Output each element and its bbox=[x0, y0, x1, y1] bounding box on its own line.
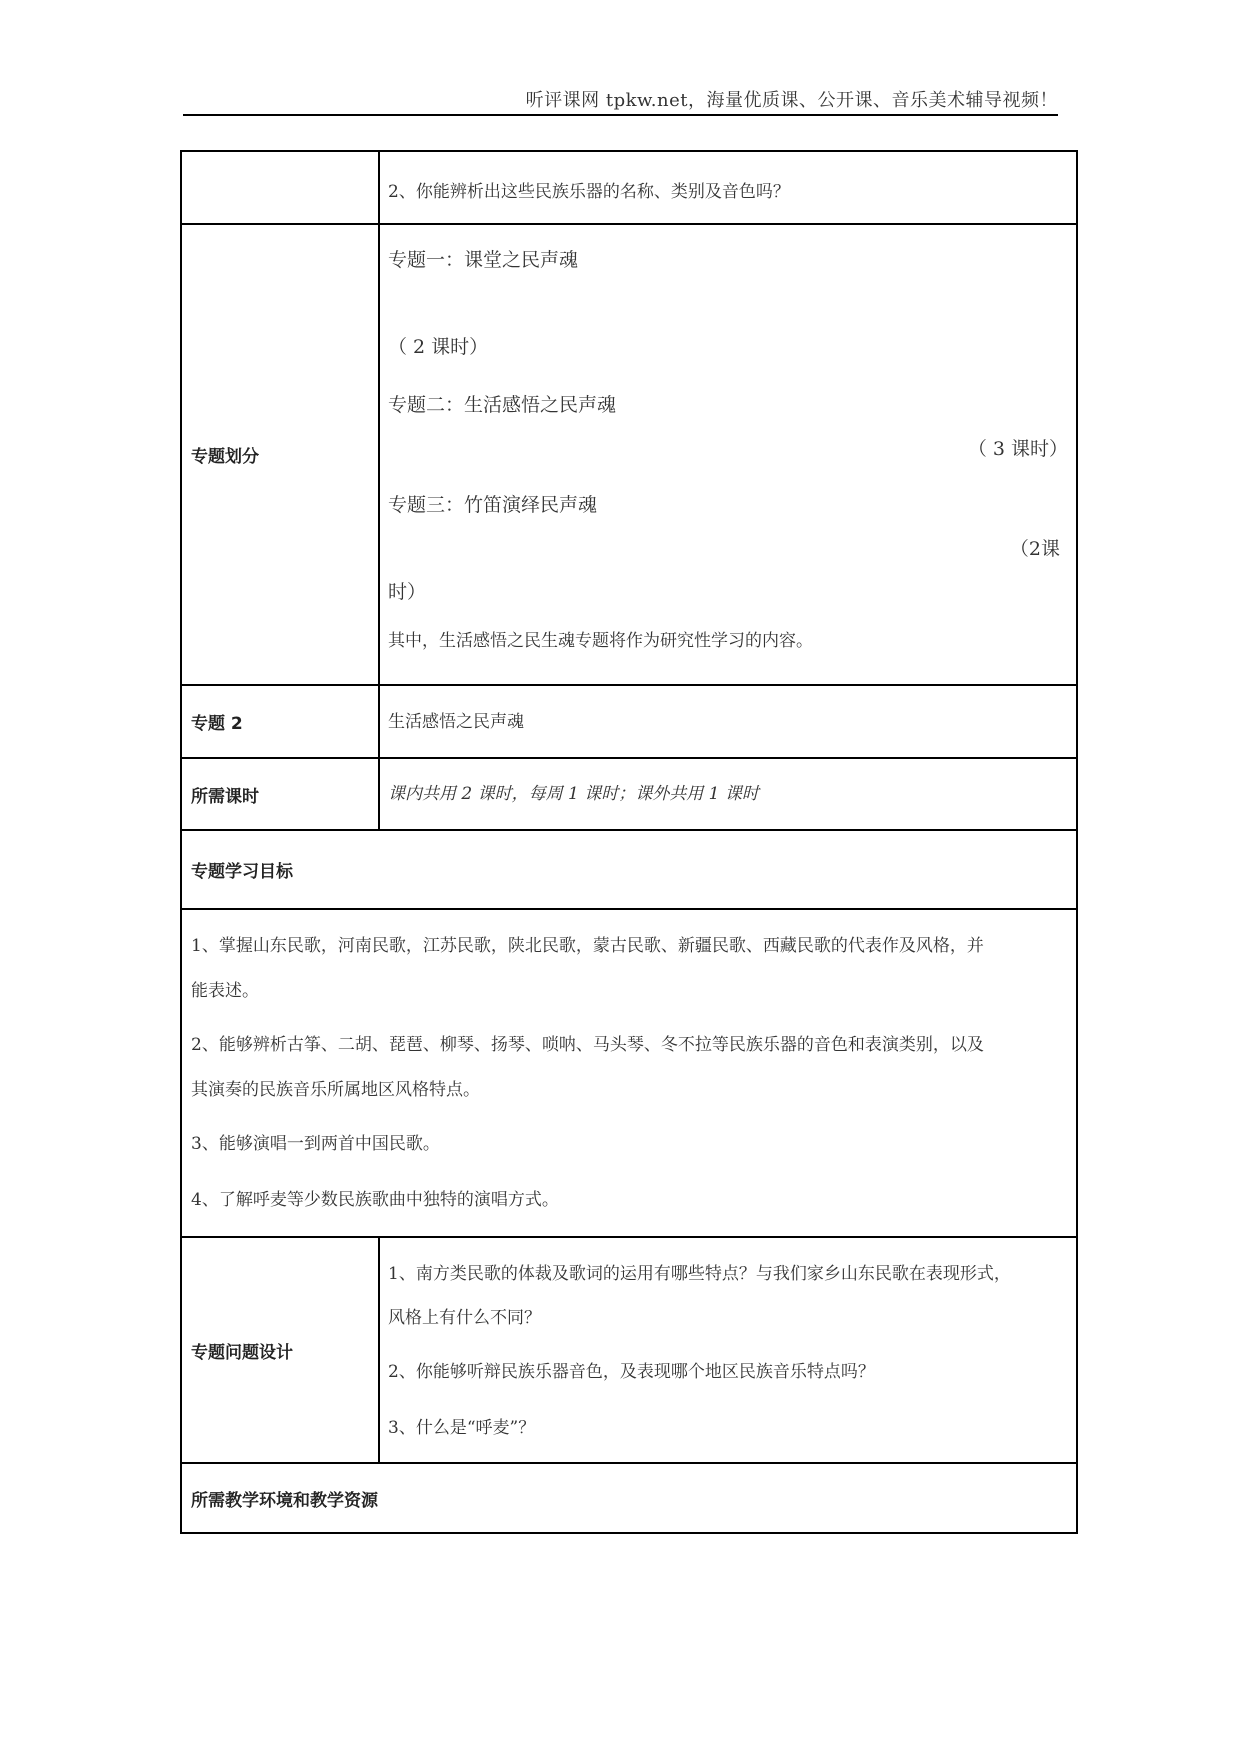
questions-cell bbox=[380, 1238, 1076, 1462]
goals-heading: 专题学习目标 bbox=[191, 862, 293, 882]
table-row-resources bbox=[180, 1464, 1078, 1534]
goal-2-line-2: 其演奏的民族音乐所属地区风格特点。 bbox=[191, 1080, 480, 1100]
table-row-topics bbox=[180, 225, 1078, 686]
hours-cell bbox=[380, 759, 1076, 829]
hours-label: 所需课时 bbox=[182, 759, 380, 829]
topic2-text: 专题二：生活感悟之民声魂 bbox=[388, 394, 617, 416]
goal-1-line-1: 1、掌握山东民歌，河南民歌，江苏民歌，陕北民歌，蒙古民歌、新疆民歌、西藏民歌的代表作及风格，并 bbox=[191, 936, 984, 956]
continuation-cell bbox=[380, 152, 1076, 223]
topic1-text: 专题一：课堂之民声魂 bbox=[388, 249, 579, 271]
questions-label: 专题问题设计 bbox=[182, 1238, 380, 1462]
goals-cell bbox=[182, 910, 1076, 1236]
topic1-hours: （ 2 课时） bbox=[388, 336, 489, 358]
lesson-plan-table bbox=[180, 150, 1078, 1534]
goal-1-line-2: 能表述。 bbox=[191, 981, 259, 1001]
question-1-line-2: 风格上有什么不同？ bbox=[388, 1308, 541, 1328]
table-row-topic2 bbox=[180, 686, 1078, 759]
table-row-goals-head bbox=[180, 831, 1078, 910]
topic2-label: 专题 2 bbox=[182, 686, 380, 757]
topic3-hours-a: （2课 bbox=[1009, 538, 1060, 560]
goal-4: 4、了解呼麦等少数民族歌曲中独特的演唱方式。 bbox=[191, 1190, 559, 1210]
resources-heading: 所需教学环境和教学资源 bbox=[191, 1490, 378, 1511]
question-text: 2、你能辨析出这些民族乐器的名称、类别及音色吗？ bbox=[388, 182, 790, 202]
topic2-cell bbox=[380, 686, 1076, 757]
question-1-line-1: 1、南方类民歌的体裁及歌词的运用有哪些特点？与我们家乡山东民歌在表现形式， bbox=[388, 1264, 1011, 1284]
hours-value: 课内共用 2 课时，每周 1 课时；课外共用 1 课时 bbox=[388, 784, 759, 804]
goal-3: 3、能够演唱一到两首中国民歌。 bbox=[191, 1134, 440, 1154]
topic3-text: 专题三：竹笛演绎民声魂 bbox=[388, 494, 598, 516]
topic3-hours-b: 时） bbox=[388, 581, 427, 603]
empty-label-cell bbox=[182, 152, 380, 223]
topic2-value: 生活感悟之民声魂 bbox=[388, 711, 524, 732]
topics-label: 专题划分 bbox=[182, 225, 380, 684]
table-row-continuation bbox=[180, 150, 1078, 225]
header-rule bbox=[183, 114, 1058, 116]
question-3: 3、什么是“呼麦”？ bbox=[388, 1418, 536, 1438]
topics-note: 其中，生活感悟之民生魂专题将作为研究性学习的内容。 bbox=[388, 631, 813, 651]
topic2-hours: （ 3 课时） bbox=[967, 438, 1068, 460]
page-header: 听评课网 tpkw.net，海量优质课、公开课、音乐美术辅导视频！ bbox=[525, 90, 1058, 111]
table-row-questions bbox=[180, 1238, 1078, 1464]
table-row-hours bbox=[180, 759, 1078, 831]
question-2: 2、你能够听辩民族乐器音色，及表现哪个地区民族音乐特点吗？ bbox=[388, 1362, 875, 1382]
table-row-goals bbox=[180, 910, 1078, 1238]
topics-cell bbox=[380, 225, 1076, 684]
goal-2-line-1: 2、能够辨析古筝、二胡、琵琶、柳琴、扬琴、唢呐、马头琴、冬不拉等民族乐器的音色和表演类别，以及 bbox=[191, 1035, 984, 1055]
